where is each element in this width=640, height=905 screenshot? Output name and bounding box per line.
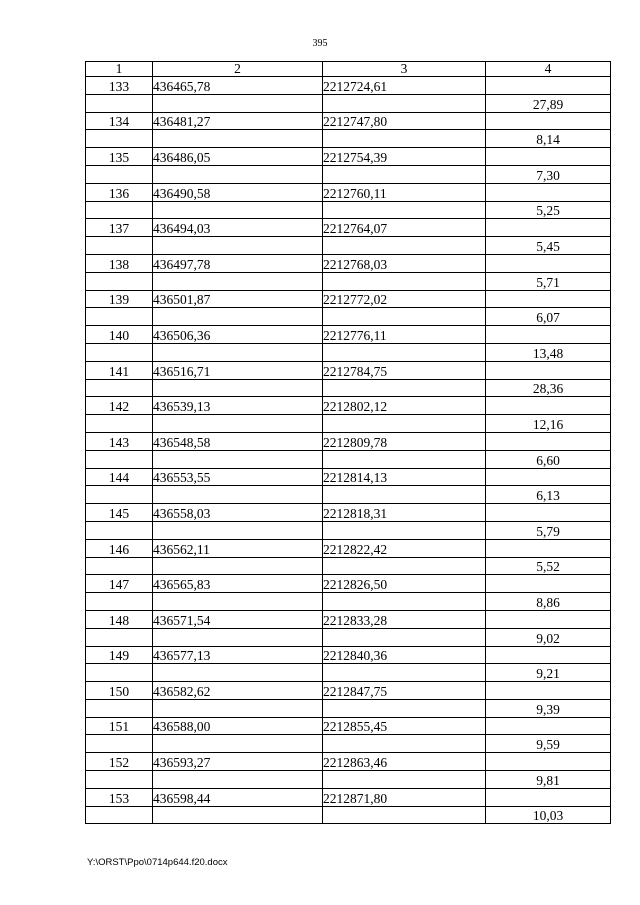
empty-cell xyxy=(486,77,611,95)
x-coordinate-cell: 436577,13 xyxy=(153,646,323,664)
table-row xyxy=(86,343,611,361)
empty-cell xyxy=(323,201,486,219)
table-row xyxy=(86,628,611,646)
column-header-2: 2 xyxy=(153,62,323,77)
empty-cell xyxy=(153,272,323,290)
x-coordinate-cell: 436553,55 xyxy=(153,468,323,486)
empty-cell xyxy=(323,308,486,326)
empty-cell xyxy=(323,272,486,290)
empty-cell xyxy=(86,272,153,290)
empty-cell xyxy=(486,148,611,166)
table-row xyxy=(86,94,611,112)
table-row xyxy=(86,450,611,468)
empty-cell xyxy=(153,521,323,539)
table-row xyxy=(86,717,611,735)
point-number-cell: 134 xyxy=(86,112,153,130)
empty-cell xyxy=(86,165,153,183)
empty-cell xyxy=(153,130,323,148)
table-row xyxy=(86,219,611,237)
empty-cell xyxy=(153,415,323,433)
x-coordinate-cell: 436465,78 xyxy=(153,77,323,95)
empty-cell xyxy=(486,610,611,628)
table-row xyxy=(86,521,611,539)
table-row xyxy=(86,415,611,433)
column-header-4: 4 xyxy=(486,62,611,77)
table-row xyxy=(86,806,611,824)
empty-cell xyxy=(323,806,486,824)
column-header-1: 1 xyxy=(86,62,153,77)
empty-cell xyxy=(86,308,153,326)
empty-cell xyxy=(323,521,486,539)
empty-cell xyxy=(153,450,323,468)
empty-cell xyxy=(323,628,486,646)
empty-cell xyxy=(86,379,153,397)
distance-cell: 6,07 xyxy=(486,308,611,326)
table-row xyxy=(86,575,611,593)
empty-cell xyxy=(323,699,486,717)
y-coordinate-cell: 2212826,50 xyxy=(323,575,486,593)
distance-cell: 8,86 xyxy=(486,593,611,611)
table-row xyxy=(86,682,611,700)
distance-cell: 5,45 xyxy=(486,237,611,255)
table-row xyxy=(86,610,611,628)
table-row xyxy=(86,699,611,717)
empty-cell xyxy=(323,94,486,112)
y-coordinate-cell: 2212764,07 xyxy=(323,219,486,237)
table-row xyxy=(86,771,611,789)
distance-cell: 5,71 xyxy=(486,272,611,290)
empty-cell xyxy=(153,201,323,219)
distance-cell: 5,79 xyxy=(486,521,611,539)
empty-cell xyxy=(153,664,323,682)
point-number-cell: 148 xyxy=(86,610,153,628)
empty-cell xyxy=(153,628,323,646)
distance-cell: 13,48 xyxy=(486,343,611,361)
empty-cell xyxy=(486,504,611,522)
point-number-cell: 143 xyxy=(86,432,153,450)
empty-cell xyxy=(153,771,323,789)
empty-cell xyxy=(153,94,323,112)
table-row xyxy=(86,165,611,183)
point-number-cell: 147 xyxy=(86,575,153,593)
empty-cell xyxy=(153,806,323,824)
y-coordinate-cell: 2212724,61 xyxy=(323,77,486,95)
x-coordinate-cell: 436481,27 xyxy=(153,112,323,130)
point-number-cell: 153 xyxy=(86,788,153,806)
y-coordinate-cell: 2212802,12 xyxy=(323,397,486,415)
x-coordinate-cell: 436506,36 xyxy=(153,326,323,344)
empty-cell xyxy=(86,130,153,148)
empty-cell xyxy=(323,735,486,753)
empty-cell xyxy=(153,557,323,575)
point-number-cell: 136 xyxy=(86,183,153,201)
distance-cell: 27,89 xyxy=(486,94,611,112)
distance-cell: 5,52 xyxy=(486,557,611,575)
point-number-cell: 144 xyxy=(86,468,153,486)
y-coordinate-cell: 2212871,80 xyxy=(323,788,486,806)
distance-cell: 9,21 xyxy=(486,664,611,682)
table-row xyxy=(86,397,611,415)
empty-cell xyxy=(86,450,153,468)
y-coordinate-cell: 2212776,11 xyxy=(323,326,486,344)
empty-cell xyxy=(153,379,323,397)
y-coordinate-cell: 2212747,80 xyxy=(323,112,486,130)
table-row xyxy=(86,646,611,664)
empty-cell xyxy=(86,201,153,219)
table-row xyxy=(86,308,611,326)
x-coordinate-cell: 436588,00 xyxy=(153,717,323,735)
empty-cell xyxy=(323,557,486,575)
empty-cell xyxy=(323,379,486,397)
distance-cell: 9,02 xyxy=(486,628,611,646)
empty-cell xyxy=(486,753,611,771)
point-number-cell: 137 xyxy=(86,219,153,237)
empty-cell xyxy=(153,486,323,504)
distance-cell: 10,03 xyxy=(486,806,611,824)
y-coordinate-cell: 2212847,75 xyxy=(323,682,486,700)
empty-cell xyxy=(486,539,611,557)
y-coordinate-cell: 2212814,13 xyxy=(323,468,486,486)
distance-cell: 9,59 xyxy=(486,735,611,753)
point-number-cell: 150 xyxy=(86,682,153,700)
empty-cell xyxy=(153,308,323,326)
empty-cell xyxy=(486,468,611,486)
empty-cell xyxy=(86,735,153,753)
y-coordinate-cell: 2212818,31 xyxy=(323,504,486,522)
y-coordinate-cell: 2212754,39 xyxy=(323,148,486,166)
y-coordinate-cell: 2212833,28 xyxy=(323,610,486,628)
empty-cell xyxy=(323,237,486,255)
table-row xyxy=(86,272,611,290)
empty-cell xyxy=(86,415,153,433)
x-coordinate-cell: 436582,62 xyxy=(153,682,323,700)
x-coordinate-cell: 436539,13 xyxy=(153,397,323,415)
table-row xyxy=(86,201,611,219)
empty-cell xyxy=(486,219,611,237)
table-row xyxy=(86,183,611,201)
empty-cell xyxy=(86,806,153,824)
x-coordinate-cell: 436558,03 xyxy=(153,504,323,522)
empty-cell xyxy=(323,664,486,682)
empty-cell xyxy=(86,628,153,646)
empty-cell xyxy=(153,735,323,753)
table-row xyxy=(86,254,611,272)
table-header-row xyxy=(86,62,611,77)
file-path-footer: Y:\ORST\Ppo\0714p644.f20.docx xyxy=(87,857,228,868)
table-row xyxy=(86,664,611,682)
table-row xyxy=(86,539,611,557)
point-number-cell: 146 xyxy=(86,539,153,557)
distance-cell: 5,25 xyxy=(486,201,611,219)
y-coordinate-cell: 2212822,42 xyxy=(323,539,486,557)
distance-cell: 6,13 xyxy=(486,486,611,504)
table-row xyxy=(86,237,611,255)
empty-cell xyxy=(323,450,486,468)
empty-cell xyxy=(486,254,611,272)
y-coordinate-cell: 2212768,03 xyxy=(323,254,486,272)
empty-cell xyxy=(153,343,323,361)
table-row xyxy=(86,112,611,130)
empty-cell xyxy=(323,343,486,361)
table-row xyxy=(86,361,611,379)
x-coordinate-cell: 436593,27 xyxy=(153,753,323,771)
x-coordinate-cell: 436486,05 xyxy=(153,148,323,166)
y-coordinate-cell: 2212760,11 xyxy=(323,183,486,201)
table-row xyxy=(86,468,611,486)
empty-cell xyxy=(86,699,153,717)
empty-cell xyxy=(86,557,153,575)
empty-cell xyxy=(486,717,611,735)
coordinates-table xyxy=(85,61,611,824)
x-coordinate-cell: 436571,54 xyxy=(153,610,323,628)
empty-cell xyxy=(486,432,611,450)
x-coordinate-cell: 436497,78 xyxy=(153,254,323,272)
y-coordinate-cell: 2212809,78 xyxy=(323,432,486,450)
table-row xyxy=(86,148,611,166)
empty-cell xyxy=(86,94,153,112)
x-coordinate-cell: 436501,87 xyxy=(153,290,323,308)
table-row xyxy=(86,379,611,397)
table-row xyxy=(86,486,611,504)
point-number-cell: 133 xyxy=(86,77,153,95)
table-row xyxy=(86,753,611,771)
empty-cell xyxy=(86,593,153,611)
empty-cell xyxy=(486,326,611,344)
empty-cell xyxy=(86,664,153,682)
point-number-cell: 138 xyxy=(86,254,153,272)
x-coordinate-cell: 436516,71 xyxy=(153,361,323,379)
empty-cell xyxy=(486,646,611,664)
distance-cell: 12,16 xyxy=(486,415,611,433)
point-number-cell: 149 xyxy=(86,646,153,664)
point-number-cell: 142 xyxy=(86,397,153,415)
table-row xyxy=(86,557,611,575)
page-number: 395 xyxy=(312,38,328,49)
empty-cell xyxy=(86,521,153,539)
empty-cell xyxy=(486,788,611,806)
point-number-cell: 145 xyxy=(86,504,153,522)
empty-cell xyxy=(486,575,611,593)
y-coordinate-cell: 2212840,36 xyxy=(323,646,486,664)
empty-cell xyxy=(153,237,323,255)
empty-cell xyxy=(153,593,323,611)
table-row xyxy=(86,130,611,148)
empty-cell xyxy=(86,343,153,361)
empty-cell xyxy=(486,361,611,379)
empty-cell xyxy=(323,486,486,504)
column-header-3: 3 xyxy=(323,62,486,77)
empty-cell xyxy=(486,682,611,700)
empty-cell xyxy=(86,486,153,504)
table-row xyxy=(86,735,611,753)
empty-cell xyxy=(486,183,611,201)
x-coordinate-cell: 436490,58 xyxy=(153,183,323,201)
y-coordinate-cell: 2212855,45 xyxy=(323,717,486,735)
distance-cell: 9,81 xyxy=(486,771,611,789)
distance-cell: 9,39 xyxy=(486,699,611,717)
table-row xyxy=(86,504,611,522)
x-coordinate-cell: 436548,58 xyxy=(153,432,323,450)
point-number-cell: 141 xyxy=(86,361,153,379)
empty-cell xyxy=(323,165,486,183)
y-coordinate-cell: 2212772,02 xyxy=(323,290,486,308)
empty-cell xyxy=(323,771,486,789)
table-row xyxy=(86,788,611,806)
empty-cell xyxy=(153,699,323,717)
empty-cell xyxy=(323,593,486,611)
point-number-cell: 140 xyxy=(86,326,153,344)
y-coordinate-cell: 2212784,75 xyxy=(323,361,486,379)
y-coordinate-cell: 2212863,46 xyxy=(323,753,486,771)
empty-cell xyxy=(86,237,153,255)
table-row xyxy=(86,77,611,95)
empty-cell xyxy=(323,130,486,148)
table-row xyxy=(86,326,611,344)
point-number-cell: 151 xyxy=(86,717,153,735)
point-number-cell: 152 xyxy=(86,753,153,771)
x-coordinate-cell: 436598,44 xyxy=(153,788,323,806)
distance-cell: 28,36 xyxy=(486,379,611,397)
x-coordinate-cell: 436565,83 xyxy=(153,575,323,593)
empty-cell xyxy=(323,415,486,433)
table-row xyxy=(86,432,611,450)
distance-cell: 6,60 xyxy=(486,450,611,468)
distance-cell: 7,30 xyxy=(486,165,611,183)
point-number-cell: 135 xyxy=(86,148,153,166)
empty-cell xyxy=(86,771,153,789)
x-coordinate-cell: 436562,11 xyxy=(153,539,323,557)
empty-cell xyxy=(153,165,323,183)
table-body xyxy=(86,77,611,824)
empty-cell xyxy=(486,112,611,130)
x-coordinate-cell: 436494,03 xyxy=(153,219,323,237)
empty-cell xyxy=(486,290,611,308)
distance-cell: 8,14 xyxy=(486,130,611,148)
table-row xyxy=(86,290,611,308)
point-number-cell: 139 xyxy=(86,290,153,308)
empty-cell xyxy=(486,397,611,415)
table-row xyxy=(86,593,611,611)
